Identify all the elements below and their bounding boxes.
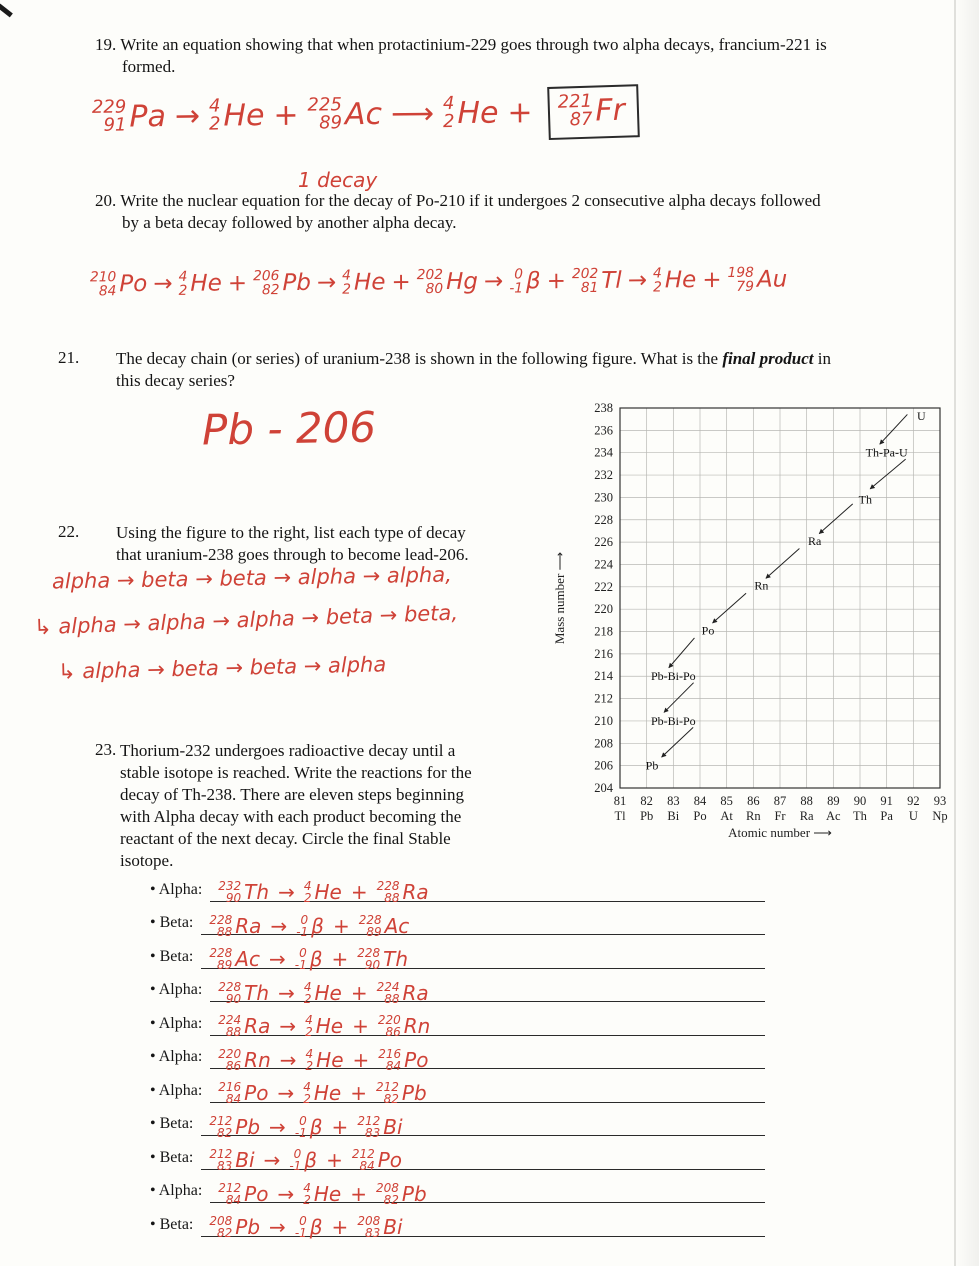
svg-text:228: 228 [594, 512, 613, 527]
svg-text:93: 93 [933, 794, 947, 808]
question-22 [116, 522, 546, 566]
nuclide: 4 2 He [342, 267, 386, 298]
equation-operator: → [278, 880, 295, 905]
svg-text:Ra: Ra [799, 809, 814, 823]
svg-text:218: 218 [594, 624, 613, 639]
svg-text:232: 232 [594, 468, 613, 483]
svg-text:230: 230 [594, 490, 613, 505]
q23-step-label: • Alpha: [150, 981, 203, 998]
q23-answer-line [210, 1044, 765, 1073]
nuclide-boxed: 221 87 Fr [547, 84, 640, 140]
equation-operator: → [483, 268, 504, 295]
q23-step-label: • Alpha: [150, 1182, 203, 1199]
nuclide: 228 88 Ra [376, 879, 429, 906]
q23-step-row [150, 1069, 765, 1107]
question-23-line: reactant of the next decay. Circle the final Stable [120, 829, 451, 848]
svg-text:89: 89 [827, 794, 840, 808]
question-21 [116, 348, 936, 392]
nuclide: 216 84 Po [218, 1080, 269, 1107]
svg-text:216: 216 [594, 646, 613, 661]
q23-step-label: • Alpha: [150, 1081, 203, 1099]
nuclide: 220 86 Rn [377, 1013, 431, 1040]
nuclide: 202 80 Hg [416, 266, 479, 298]
equation-operator: → [277, 1081, 295, 1106]
q21-handwritten-answer: Pb - 206 [201, 402, 377, 455]
svg-text:220: 220 [594, 602, 613, 617]
q23-answer-line [210, 977, 765, 1006]
svg-text:Po: Po [693, 809, 707, 823]
q23-answer-line [201, 1211, 765, 1241]
svg-text:214: 214 [594, 669, 613, 684]
question-21-text-bold: final product [722, 349, 814, 368]
question-23-line: with Alpha decay with each product becoming the [120, 807, 462, 826]
equation-operator: + [391, 269, 411, 296]
q23-step-equation [216, 981, 430, 1005]
equation-operator: + [227, 270, 248, 297]
equation-operator: → [268, 947, 286, 972]
question-19-line1 [95, 34, 935, 56]
svg-text:90: 90 [853, 794, 867, 808]
nuclide: 228 90 Th [218, 979, 270, 1006]
question-21-line2: this decay series? [116, 371, 235, 390]
equation-operator: + [507, 95, 533, 131]
svg-text:Ra: Ra [807, 534, 822, 548]
q22-answer-line-2: ↳ alpha → alpha → alpha → beta → beta, [33, 600, 459, 640]
svg-text:Atomic number ⟶: Atomic number ⟶ [728, 825, 832, 840]
question-20-number: 20. [95, 191, 117, 210]
q23-step-equation [207, 1115, 404, 1139]
question-20-line1 [95, 190, 935, 212]
equation-operator: + [331, 1215, 349, 1240]
q23-step-label: • Beta: [150, 1148, 194, 1166]
q23-answer-line [201, 1111, 765, 1140]
question-21-line1 [116, 348, 936, 370]
question-23-line: decay of Th-238. There are eleven steps beginning [120, 785, 464, 804]
equation-operator: → [174, 98, 201, 134]
equation-operator: → [278, 980, 295, 1005]
q23-step-label: • Beta: [150, 914, 194, 931]
nuclide: 212 83 Bi [357, 1113, 403, 1140]
svg-text:Pb-Bi-Po: Pb-Bi-Po [650, 669, 696, 684]
nuclide: 4 2 He [303, 979, 342, 1006]
equation-operator: + [326, 1148, 343, 1173]
q23-step-equation [216, 1081, 428, 1105]
q23-step-equation [216, 1014, 432, 1038]
q22-answer-line-1: alpha → beta → beta → alpha → alpha, [51, 562, 452, 594]
nuclide: 198 79 Au [727, 264, 788, 295]
nuclide: 208 82 Pb [375, 1180, 427, 1207]
equation-operator: → [153, 270, 173, 298]
equation-operator: → [263, 1148, 281, 1173]
q23-step-row [150, 935, 765, 973]
equation-operator: + [350, 1181, 367, 1206]
equation-operator: + [350, 880, 368, 905]
q23-answer-line [210, 1077, 765, 1107]
q23-step-label: • Beta: [150, 1115, 194, 1132]
svg-text:Th: Th [853, 809, 867, 823]
equation-operator: → [269, 1215, 286, 1240]
svg-text:Pb: Pb [645, 758, 659, 773]
q22-answer-line-3: ↳ alpha → beta → beta → alpha [57, 652, 387, 684]
nuclide: 4 2 He [303, 879, 342, 906]
nuclide: 212 84 Po [218, 1180, 269, 1207]
svg-text:210: 210 [594, 713, 613, 728]
svg-text:212: 212 [594, 691, 613, 706]
nuclide: 206 82 Pb [252, 268, 312, 299]
question-21-number: 21. [58, 348, 80, 367]
q23-step-label: • Beta: [150, 947, 194, 965]
svg-text:226: 226 [594, 535, 613, 550]
question-23-line: Thorium-232 undergoes radioactive decay until a [120, 741, 456, 760]
svg-text:Np: Np [932, 809, 948, 823]
q23-step-row [150, 1203, 765, 1241]
equation-operator: → [269, 1114, 286, 1139]
nuclide: 4 2 He [305, 1013, 344, 1040]
equation-operator: → [277, 1181, 295, 1206]
svg-text:82: 82 [640, 794, 653, 808]
q23-answer-line [210, 876, 765, 906]
svg-text:224: 224 [594, 557, 613, 572]
question-19-text: Write an equation showing that when protactinium-229 goes through two alpha decays, francium-221 is [120, 35, 827, 54]
question-20-text: Write the nuclear equation for the decay of Po-210 if it undergoes 2 consecutive alpha decays followed [120, 191, 821, 210]
q23-step-equation [207, 1215, 404, 1239]
nuclide: 228 89 Ac [358, 912, 410, 939]
nuclide: 224 88 Ra [218, 1013, 271, 1040]
nuclide: 228 88 Ra [209, 912, 262, 939]
nuclide: 210 84 Po [89, 269, 148, 300]
question-23 [120, 740, 565, 872]
q23-steps [150, 868, 765, 1241]
q23-step-equation [216, 1048, 430, 1072]
question-23-number: 23. [95, 740, 117, 759]
svg-text:Th-Pa-U: Th-Pa-U [865, 445, 908, 460]
q23-step-row [150, 868, 765, 906]
question-23-line: stable isotope is reached. Write the reactions for the [120, 763, 472, 782]
nuclide: 4 2 He [303, 1080, 342, 1107]
q23-step-label: • Beta: [150, 1215, 194, 1233]
svg-text:234: 234 [594, 445, 613, 460]
nuclide: 4 2 He [208, 95, 265, 135]
equation-operator: → [316, 269, 337, 296]
svg-text:222: 222 [594, 579, 613, 594]
nuclide: 220 86 Rn [218, 1046, 271, 1073]
svg-text:84: 84 [693, 794, 707, 808]
svg-text:Mass number ⟶: Mass number ⟶ [552, 551, 567, 645]
nuclide: 0 -1 β [296, 912, 324, 939]
nuclide: 212 82 Pb [209, 1113, 261, 1140]
nuclide: 0 -1 β [294, 1214, 323, 1241]
equation-operator: + [273, 97, 299, 133]
nuclide: 0 -1 β [294, 946, 323, 973]
svg-text:88: 88 [800, 794, 813, 808]
question-22-line1: Using the figure to the right, list each type of decay [116, 523, 466, 542]
q19-handwritten-note: 1 decay [298, 168, 378, 192]
svg-text:83: 83 [667, 794, 680, 808]
q23-step-row [150, 969, 765, 1006]
question-19-number: 19. [95, 35, 117, 54]
q23-step-equation [207, 914, 411, 938]
nuclide: 0 -1 β [294, 1113, 323, 1140]
svg-text:Rn: Rn [746, 809, 761, 823]
svg-text:81: 81 [613, 794, 627, 808]
q23-answer-line [201, 1144, 765, 1174]
q23-answer-line [201, 910, 765, 939]
svg-text:Tl: Tl [614, 809, 626, 823]
equation-operator: + [350, 1081, 367, 1106]
svg-text:85: 85 [720, 794, 733, 808]
q23-answer-line [210, 1010, 765, 1040]
q23-step-label: • Alpha: [150, 880, 203, 898]
nuclide: 4 2 He [303, 1180, 342, 1207]
equation-operator: → [270, 913, 288, 938]
question-19 [95, 34, 935, 78]
nuclide: 212 83 Bi [209, 1147, 255, 1174]
svg-text:Rn: Rn [754, 578, 769, 593]
nuclide: 0 -1 β [289, 1147, 318, 1174]
question-23-line: isotope. [120, 851, 174, 870]
q20-handwritten-equation [88, 266, 789, 299]
nuclide: 4 2 He [178, 268, 222, 299]
q23-step-row [150, 1136, 765, 1174]
q23-step-row [150, 1036, 765, 1073]
equation-operator: + [332, 913, 350, 938]
q23-step-label: • Alpha: [150, 1014, 203, 1032]
nuclide: 232 90 Th [218, 879, 270, 906]
q23-step-equation [207, 1148, 404, 1172]
nuclide: 229 91 Pa [91, 96, 167, 137]
question-21-text-a: The decay chain (or series) of uranium-238 is shown in the following figure. What is the [116, 349, 723, 368]
q23-answer-line [201, 943, 765, 973]
svg-text:Ac: Ac [826, 809, 841, 823]
equation-operator: + [702, 267, 722, 294]
q23-step-row [150, 1002, 765, 1040]
equation-operator: + [350, 980, 368, 1005]
svg-text:Th: Th [858, 492, 873, 507]
q23-step-equation [207, 947, 410, 971]
nuclide: 4 2 He [305, 1046, 344, 1073]
nuclide: 216 84 Po [378, 1046, 429, 1073]
equation-operator: + [352, 1014, 369, 1039]
svg-text:U: U [908, 809, 918, 823]
equation-operator: → [279, 1014, 297, 1039]
equation-operator: → [627, 267, 648, 294]
svg-text:204: 204 [594, 781, 613, 795]
nuclide: 212 82 Pb [375, 1080, 427, 1107]
equation-operator: + [352, 1047, 370, 1072]
q23-step-row [150, 1170, 765, 1207]
nuclide: 225 89 Ac [307, 94, 383, 134]
svg-text:236: 236 [594, 423, 613, 438]
question-22-number: 22. [58, 522, 80, 541]
svg-text:Po: Po [701, 623, 715, 638]
svg-text:At: At [720, 809, 733, 823]
scan-artifact [0, 4, 13, 18]
svg-text:238: 238 [594, 401, 613, 415]
svg-text:Bi: Bi [667, 809, 680, 823]
nuclide: 202 81 Tl [571, 265, 622, 297]
equation-operator: → [279, 1047, 297, 1072]
nuclide: 4 2 He [442, 93, 499, 133]
nuclide: 208 82 Pb [209, 1214, 261, 1241]
nuclide: 0 -1 β [509, 266, 541, 297]
q23-step-label: • Alpha: [150, 1048, 203, 1065]
question-22-line2: that uranium-238 goes through to become lead-206. [116, 545, 469, 564]
equation-operator: ⟶ [390, 96, 435, 132]
q23-answer-line [210, 1178, 765, 1207]
svg-text:Pb-Bi-Po: Pb-Bi-Po [650, 713, 696, 728]
nuclide: 212 84 Po [351, 1147, 403, 1174]
question-21-text-b: in [813, 349, 831, 368]
svg-text:206: 206 [594, 758, 613, 773]
q19-handwritten-equation [90, 85, 641, 143]
equation-operator: + [546, 268, 567, 295]
svg-text:86: 86 [747, 794, 760, 808]
nuclide: 228 89 Ac [209, 946, 260, 973]
svg-text:91: 91 [880, 794, 893, 808]
scan-edge-shadow [955, 0, 979, 1266]
nuclide: 4 2 He [652, 265, 697, 296]
svg-text:Pb: Pb [640, 809, 654, 823]
nuclide: 208 83 Bi [357, 1214, 403, 1241]
decay-chart [548, 400, 952, 848]
question-20 [95, 190, 935, 234]
equation-operator: + [331, 1114, 349, 1139]
question-20-line2: by a beta decay followed by another alpha decay. [122, 213, 457, 232]
svg-text:Fr: Fr [774, 809, 786, 823]
equation-operator: + [331, 947, 349, 972]
svg-text:208: 208 [594, 736, 613, 751]
decay-chart-svg [548, 400, 952, 848]
svg-text:U: U [916, 408, 926, 423]
question-19-line2: formed. [122, 57, 176, 76]
q23-step-row [150, 1103, 765, 1140]
svg-text:92: 92 [907, 794, 920, 808]
svg-text:Pa: Pa [880, 809, 893, 823]
q23-step-row [150, 902, 765, 939]
nuclide: 224 88 Ra [376, 979, 429, 1006]
svg-text:87: 87 [773, 794, 787, 808]
nuclide: 228 90 Th [357, 946, 409, 973]
q23-step-equation [216, 880, 430, 904]
q23-step-equation [216, 1182, 428, 1206]
